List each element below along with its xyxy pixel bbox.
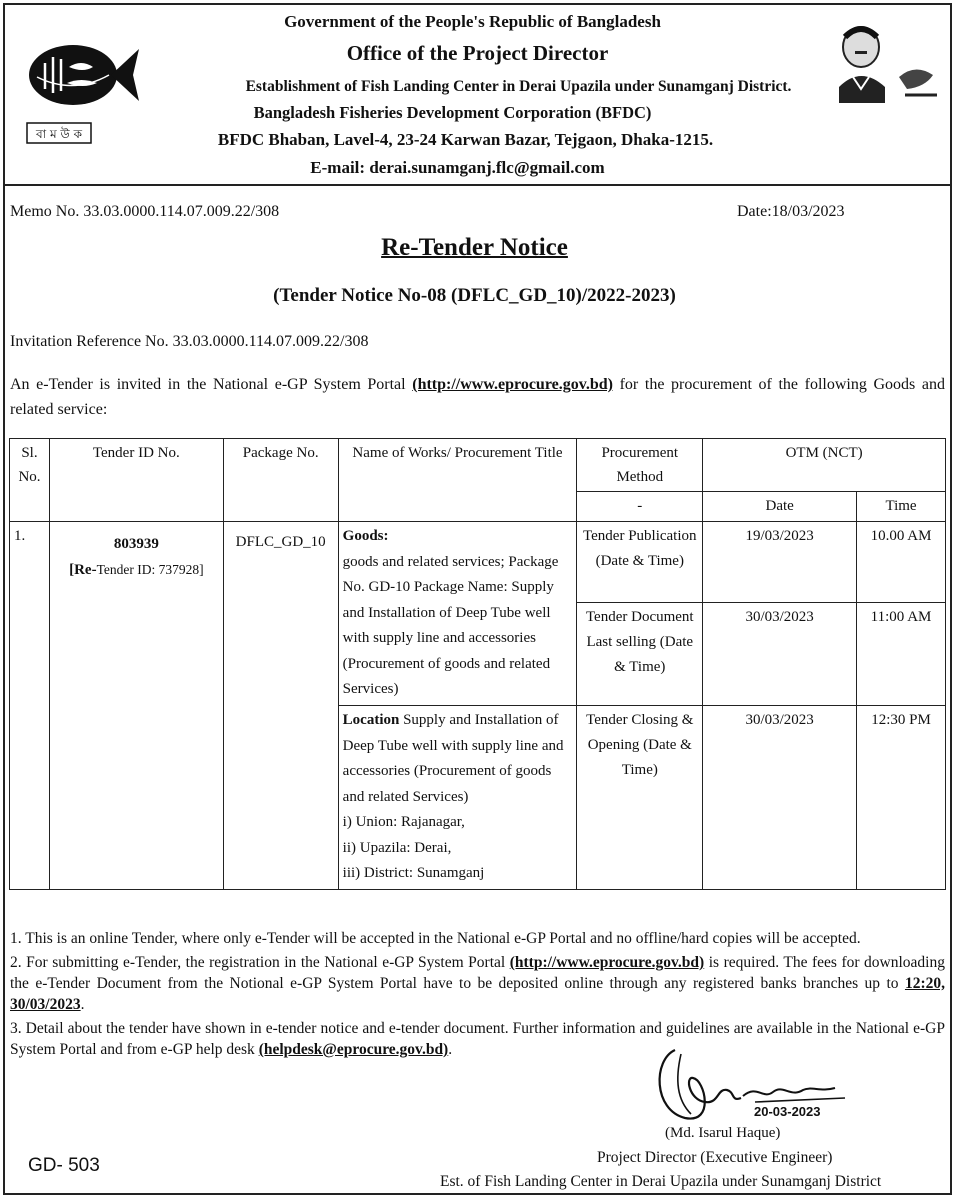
gd-reference: GD- 503	[28, 1155, 100, 1176]
intro-paragraph	[10, 372, 945, 422]
note-3-pre: 3. Detail about the tender have shown in e-tender notice and e-tender document. Further information and guidelines are available in the National e-GP System Portal and from e-GP help desk	[10, 1020, 945, 1058]
signature-date: 20-03-2023	[754, 1104, 821, 1119]
tender-id-value: 803939	[113, 536, 159, 552]
tender-table	[9, 438, 946, 890]
schedule-time-1: 10.00 AM	[857, 522, 946, 603]
invitation-reference: Invitation Reference No. 33.03.0000.114.07.009.22/308	[10, 333, 369, 350]
header-email: E-mail: derai.sunamganj.flc@gmail.com	[310, 158, 605, 177]
goods-label: Goods:	[342, 528, 389, 544]
schedule-time-3: 12:30 PM	[857, 706, 946, 890]
header-name: Name of Works/ Procurement Title	[338, 439, 577, 522]
row-tender-id	[49, 522, 223, 890]
goods-description: goods and related services; Package No. GD-10 Package Name: Supply and Installation of Deep Tube well with supply line and accessories (Procurement of goods and related Services)	[342, 553, 559, 697]
subheader-date: Date	[703, 492, 857, 522]
row-sl: 1.	[10, 522, 50, 890]
letterhead	[3, 3, 952, 186]
note-2	[10, 952, 945, 1015]
row-goods	[338, 522, 577, 706]
subheader-dash: -	[577, 492, 703, 522]
mujib-borsho-logo	[829, 17, 947, 103]
header-project: Establishment of Fish Landing Center in Derai Upazila under Sunamganj District.	[245, 78, 792, 95]
note-2-pre: 2. For submitting e-Tender, the registration in the National e-GP System Portal	[10, 954, 510, 971]
schedule-date-1: 19/03/2023	[703, 522, 857, 603]
signatory-office: Est. of Fish Landing Center in Derai Upazila under Sunamganj District	[440, 1173, 882, 1190]
header-corporation: Bangladesh Fisheries Development Corporation (BFDC)	[253, 103, 652, 122]
retender-value: Tender ID: 737928]	[96, 562, 204, 577]
note-2-mid: is required. The fees for downloading the e-Tender Document from the Notional e-GP System Portal have to be deposited online through any registered banks branches up to	[10, 954, 945, 992]
signatory-name: (Md. Isarul Haque)	[665, 1125, 781, 1141]
schedule-event-2: Tender Document Last selling (Date & Time)	[577, 603, 703, 706]
header-address: BFDC Bhaban, Lavel-4, 23-24 Karwan Bazar, Tejgaon, Dhaka-1215.	[217, 130, 714, 149]
location-description	[343, 708, 573, 810]
header-sl: Sl. No.	[10, 439, 50, 522]
header-government: Government of the People's Republic of Bangladesh	[284, 12, 661, 31]
retender-prefix: [Re-	[69, 562, 97, 578]
header-package: Package No.	[223, 439, 338, 522]
memo-number: Memo No. 33.03.0000.114.07.009.22/308	[10, 203, 280, 220]
table-row	[10, 522, 946, 603]
header-office: Office of the Project Director	[346, 41, 609, 65]
table-header-row	[10, 439, 946, 492]
signatory-designation: Project Director (Executive Engineer)	[597, 1149, 833, 1166]
location-text: Supply and Installation of Deep Tube well with supply line and accessories (Procurement of goods and related Services)	[342, 712, 564, 805]
location-upazila: ii) Upazila: Derai,	[342, 839, 452, 856]
retender-id	[54, 557, 219, 583]
location-district: iii) District: Sunamganj	[342, 865, 485, 881]
logo-caption: বা ম উ ক	[35, 127, 83, 141]
intro-text-post: for the procurement of the following Goods and related service:	[10, 376, 946, 418]
location-label: Location	[342, 712, 400, 728]
schedule-time-2: 11:00 AM	[857, 603, 946, 706]
note-2-end: .	[80, 996, 85, 1013]
note-2-link[interactable]: (http://www.eprocure.gov.bd)	[509, 954, 705, 971]
schedule-event-3: Tender Closing & Opening (Date & Time)	[577, 706, 703, 890]
location-union: i) Union: Rajanagar,	[342, 814, 465, 830]
helpdesk-email-link[interactable]: (helpdesk@eprocure.gov.bd)	[258, 1041, 449, 1058]
note-3-end: .	[448, 1041, 453, 1058]
header-method: Procurement Method	[577, 439, 703, 492]
schedule-event-1: Tender Publication (Date & Time)	[577, 522, 703, 603]
eprocure-link[interactable]: (http://www.eprocure.gov.bd)	[412, 376, 613, 393]
handwritten-signature	[645, 1040, 855, 1130]
tender-notice-number: (Tender Notice No-08 (DFLC_GD_10)/2022-2023)	[273, 285, 676, 306]
row-package: DFLC_GD_10	[223, 522, 338, 890]
intro-text-pre: An e-Tender is invited in the National e-GP System Portal	[10, 376, 413, 393]
note-1: 1. This is an online Tender, where only e-Tender will be accepted in the National e-GP Portal and no offline/hard copies will be accepted.	[10, 930, 861, 947]
schedule-date-2: 30/03/2023	[703, 603, 857, 706]
row-location	[338, 706, 577, 890]
schedule-date-3: 30/03/2023	[703, 706, 857, 890]
notice-date: Date:18/03/2023	[737, 203, 845, 220]
subheader-time: Time	[857, 492, 946, 522]
notice-title-text: Re-Tender Notice	[381, 234, 568, 261]
header-tender-id: Tender ID No.	[49, 439, 223, 522]
header-otm: OTM (NCT)	[703, 439, 946, 492]
notice-title	[0, 234, 949, 262]
note-2-deadline: 12:20, 30/03/2023	[10, 975, 945, 1013]
